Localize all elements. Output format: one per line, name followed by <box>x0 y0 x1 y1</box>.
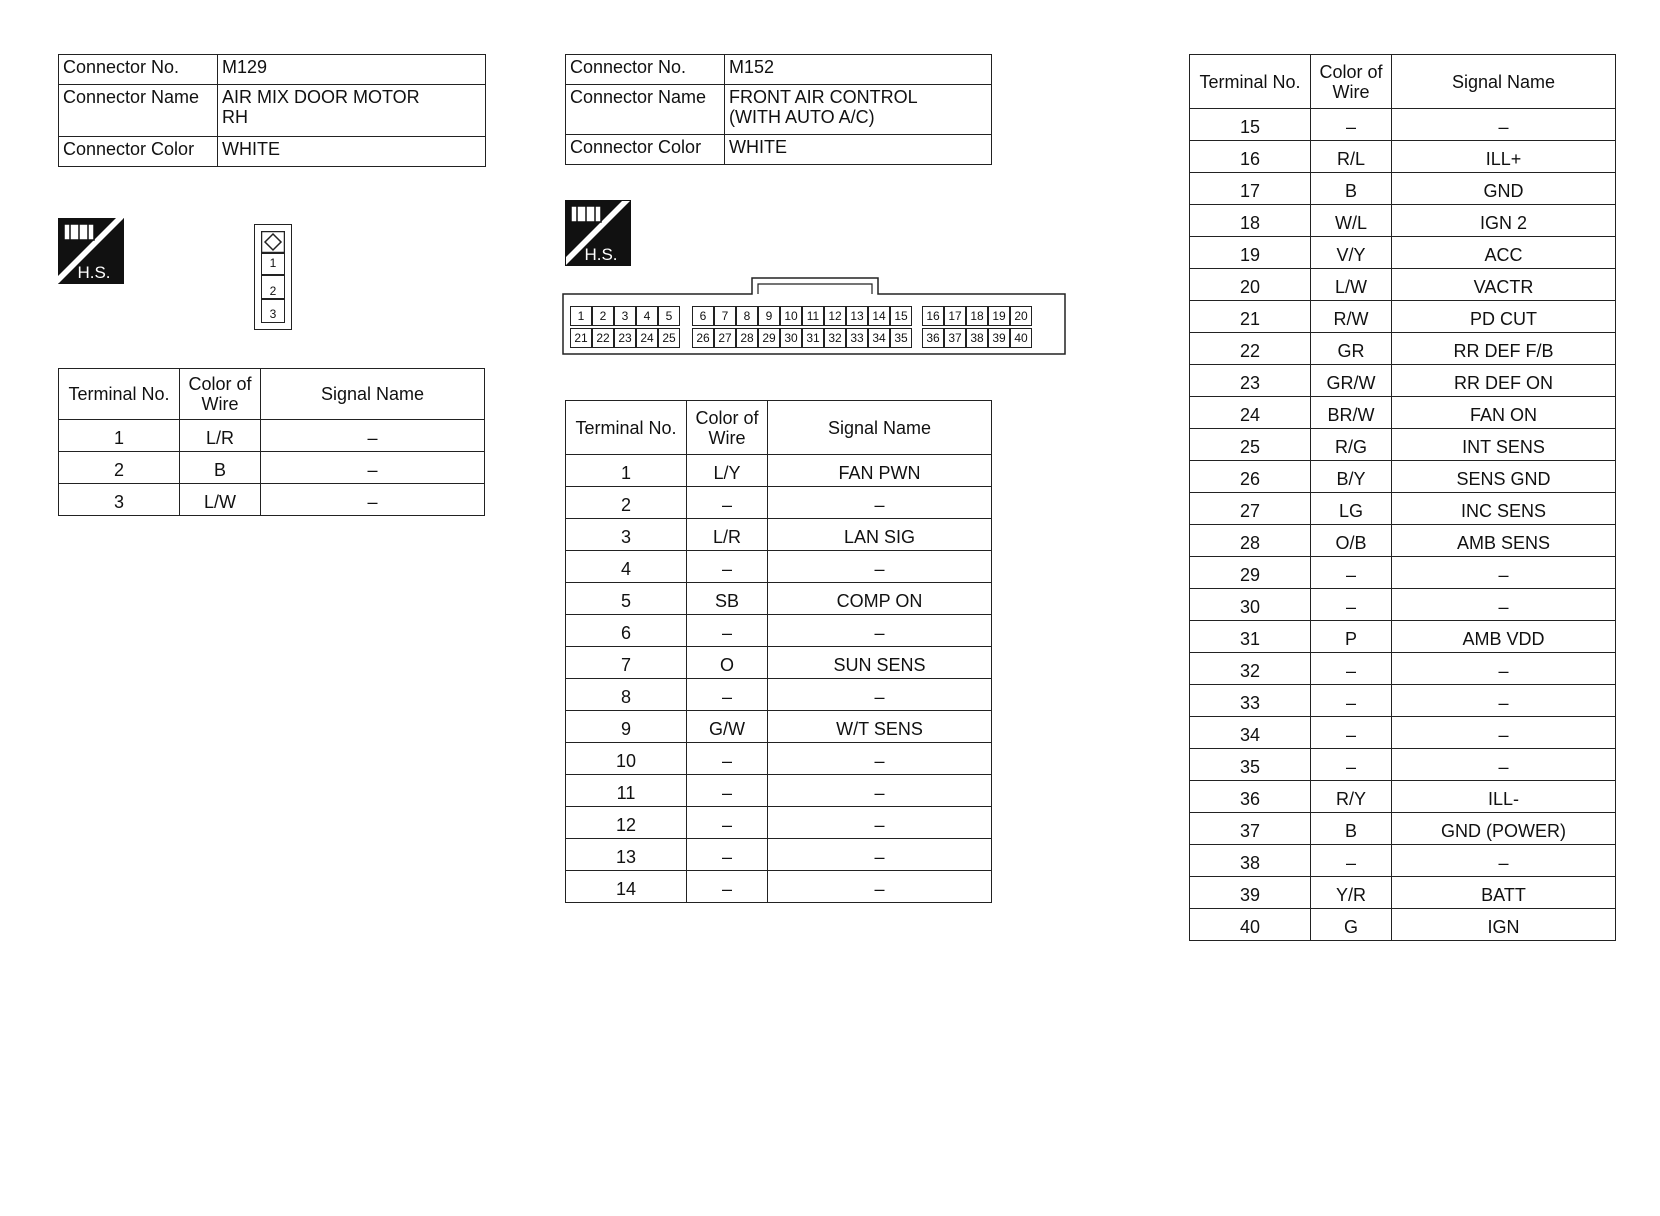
connector-pin: 25 <box>658 328 680 348</box>
connector-pin: 38 <box>966 328 988 348</box>
terminal-cell: 35 <box>1190 749 1311 781</box>
harness-side-icon <box>565 200 631 266</box>
wire-color-cell: L/W <box>180 484 261 516</box>
terminal-cell: 40 <box>1190 909 1311 941</box>
m152-connector-face <box>562 276 1066 356</box>
m129-connector-face <box>254 224 292 330</box>
terminal-cell: 3 <box>566 519 687 551</box>
connector-name-label: Connector Name <box>566 85 725 135</box>
connector-no-value: M129 <box>218 55 486 85</box>
wire-color-cell: LG <box>1311 493 1392 525</box>
terminal-cell: 34 <box>1190 717 1311 749</box>
terminal-cell: 2 <box>566 487 687 519</box>
connector-pin: 39 <box>988 328 1010 348</box>
table-row <box>1190 461 1616 493</box>
connector-name-value: FRONT AIR CONTROL (WITH AUTO A/C) <box>725 85 992 135</box>
signal-cell: – <box>1392 589 1616 621</box>
signal-cell: – <box>768 807 992 839</box>
wire-color-cell: O <box>687 647 768 679</box>
table-row <box>566 839 992 871</box>
connector-pin: 15 <box>890 306 912 326</box>
connector-pin: 13 <box>846 306 868 326</box>
signal-cell: INT SENS <box>1392 429 1616 461</box>
table-row <box>1190 749 1616 781</box>
table-row <box>566 807 992 839</box>
terminal-cell: 39 <box>1190 877 1311 909</box>
wire-color-cell: L/R <box>687 519 768 551</box>
terminal-cell: 3 <box>59 484 180 516</box>
connector-no-label: Connector No. <box>566 55 725 85</box>
connector-color-label: Connector Color <box>59 137 218 167</box>
terminal-cell: 28 <box>1190 525 1311 557</box>
terminal-cell: 4 <box>566 551 687 583</box>
signal-cell: PD CUT <box>1392 301 1616 333</box>
m129-terminal-table <box>58 368 485 516</box>
wire-color-cell: V/Y <box>1311 237 1392 269</box>
pin-1: 1 <box>261 253 285 275</box>
table-row <box>1190 717 1616 749</box>
connector-pin: 18 <box>966 306 988 326</box>
terminal-cell: 6 <box>566 615 687 647</box>
table-row <box>1190 205 1616 237</box>
table-row <box>1190 589 1616 621</box>
connector-pin: 2 <box>592 306 614 326</box>
connector-no-value: M152 <box>725 55 992 85</box>
signal-cell: VACTR <box>1392 269 1616 301</box>
signal-name-header: Signal Name <box>261 369 485 420</box>
wire-color-cell: – <box>687 839 768 871</box>
signal-cell: ILL+ <box>1392 141 1616 173</box>
terminal-cell: 9 <box>566 711 687 743</box>
table-body <box>1190 109 1616 941</box>
terminal-cell: 1 <box>59 420 180 452</box>
signal-cell: RR DEF F/B <box>1392 333 1616 365</box>
table-row <box>1190 429 1616 461</box>
terminal-cell: 25 <box>1190 429 1311 461</box>
table-row <box>566 775 992 807</box>
wire-color-cell: R/W <box>1311 301 1392 333</box>
table-row <box>59 452 485 484</box>
table-row <box>566 487 992 519</box>
signal-cell: – <box>768 551 992 583</box>
wire-color-cell: B <box>1311 173 1392 205</box>
signal-name-header: Signal Name <box>768 401 992 455</box>
signal-cell: ILL- <box>1392 781 1616 813</box>
connector-pin: 32 <box>824 328 846 348</box>
wire-color-header: Color of Wire <box>687 401 768 455</box>
table-row <box>1190 685 1616 717</box>
terminal-cell: 17 <box>1190 173 1311 205</box>
table-row <box>1190 365 1616 397</box>
wire-color-cell: – <box>687 775 768 807</box>
signal-cell: FAN PWN <box>768 455 992 487</box>
wire-color-cell: G <box>1311 909 1392 941</box>
connector-pin: 24 <box>636 328 658 348</box>
connector-pin: 31 <box>802 328 824 348</box>
terminal-cell: 2 <box>59 452 180 484</box>
connector-pin: 9 <box>758 306 780 326</box>
terminal-cell: 8 <box>566 679 687 711</box>
wire-color-cell: – <box>687 807 768 839</box>
connector-pin: 12 <box>824 306 846 326</box>
wire-color-cell: – <box>687 679 768 711</box>
connector-pin: 28 <box>736 328 758 348</box>
wire-color-cell: W/L <box>1311 205 1392 237</box>
m152-terminal-table-1 <box>565 400 992 903</box>
signal-cell: SENS GND <box>1392 461 1616 493</box>
connector-pin: 30 <box>780 328 802 348</box>
connector-pin: 35 <box>890 328 912 348</box>
signal-cell: – <box>768 679 992 711</box>
terminal-cell: 5 <box>566 583 687 615</box>
table-row <box>59 420 485 452</box>
connector-pin: 11 <box>802 306 824 326</box>
wire-color-cell: BR/W <box>1311 397 1392 429</box>
table-row <box>1190 525 1616 557</box>
signal-cell: AMB SENS <box>1392 525 1616 557</box>
m129-connector-info-table <box>58 54 486 167</box>
terminal-cell: 20 <box>1190 269 1311 301</box>
terminal-cell: 12 <box>566 807 687 839</box>
terminal-cell: 22 <box>1190 333 1311 365</box>
terminal-cell: 33 <box>1190 685 1311 717</box>
connector-pin: 21 <box>570 328 592 348</box>
signal-cell: BATT <box>1392 877 1616 909</box>
connector-pin: 40 <box>1010 328 1032 348</box>
hs-label: H.S. <box>77 263 111 282</box>
wire-color-cell: GR <box>1311 333 1392 365</box>
table-row <box>1190 845 1616 877</box>
table-row <box>566 743 992 775</box>
signal-cell: W/T SENS <box>768 711 992 743</box>
table-row <box>1190 493 1616 525</box>
connector-pin: 22 <box>592 328 614 348</box>
terminal-cell: 14 <box>566 871 687 903</box>
terminal-cell: 13 <box>566 839 687 871</box>
signal-cell: – <box>1392 653 1616 685</box>
signal-cell: IGN <box>1392 909 1616 941</box>
table-row <box>1190 909 1616 941</box>
connector-color-label: Connector Color <box>566 135 725 165</box>
table-row <box>1190 557 1616 589</box>
pin-3: 3 <box>261 299 285 323</box>
signal-cell: – <box>1392 717 1616 749</box>
terminal-cell: 26 <box>1190 461 1311 493</box>
signal-name-header: Signal Name <box>1392 55 1616 109</box>
connector-pin: 20 <box>1010 306 1032 326</box>
signal-cell: GND (POWER) <box>1392 813 1616 845</box>
wire-color-cell: R/G <box>1311 429 1392 461</box>
table-row <box>566 679 992 711</box>
terminal-cell: 38 <box>1190 845 1311 877</box>
signal-cell: RR DEF ON <box>1392 365 1616 397</box>
wire-color-cell: – <box>1311 557 1392 589</box>
connector-pin: 1 <box>570 306 592 326</box>
signal-cell: – <box>1392 685 1616 717</box>
wire-color-cell: GR/W <box>1311 365 1392 397</box>
terminal-cell: 31 <box>1190 621 1311 653</box>
table-row <box>1190 653 1616 685</box>
connector-pin: 19 <box>988 306 1010 326</box>
table-row <box>1190 621 1616 653</box>
table-row <box>566 551 992 583</box>
signal-cell: – <box>1392 557 1616 589</box>
terminal-cell: 15 <box>1190 109 1311 141</box>
wire-color-cell: P <box>1311 621 1392 653</box>
terminal-cell: 27 <box>1190 493 1311 525</box>
table-row <box>1190 813 1616 845</box>
table-row <box>1190 333 1616 365</box>
table-row <box>1190 269 1616 301</box>
wire-color-cell: B <box>1311 813 1392 845</box>
terminal-cell: 32 <box>1190 653 1311 685</box>
connector-pin: 17 <box>944 306 966 326</box>
terminal-cell: 30 <box>1190 589 1311 621</box>
signal-cell: – <box>1392 109 1616 141</box>
table-row <box>1190 301 1616 333</box>
connector-pin: 23 <box>614 328 636 348</box>
signal-cell: – <box>768 743 992 775</box>
terminal-cell: 1 <box>566 455 687 487</box>
signal-cell: FAN ON <box>1392 397 1616 429</box>
connector-pin: 34 <box>868 328 890 348</box>
signal-cell: ACC <box>1392 237 1616 269</box>
table-row <box>566 871 992 903</box>
table-row <box>566 519 992 551</box>
table-row <box>1190 173 1616 205</box>
connector-name-value: AIR MIX DOOR MOTOR RH <box>218 85 486 137</box>
connector-pin: 33 <box>846 328 868 348</box>
table-row <box>566 711 992 743</box>
hs-label: H.S. <box>584 245 618 264</box>
terminal-cell: 16 <box>1190 141 1311 173</box>
signal-cell: – <box>261 484 485 516</box>
terminal-cell: 11 <box>566 775 687 807</box>
signal-cell: SUN SENS <box>768 647 992 679</box>
signal-cell: AMB VDD <box>1392 621 1616 653</box>
connector-pin: 6 <box>692 306 714 326</box>
connector-pin: 27 <box>714 328 736 348</box>
wire-color-cell: Y/R <box>1311 877 1392 909</box>
wire-color-cell: L/W <box>1311 269 1392 301</box>
terminal-cell: 23 <box>1190 365 1311 397</box>
connector-no-label: Connector No. <box>59 55 218 85</box>
terminal-cell: 18 <box>1190 205 1311 237</box>
terminal-cell: 29 <box>1190 557 1311 589</box>
wire-color-cell: – <box>687 551 768 583</box>
wire-color-cell: – <box>1311 717 1392 749</box>
connector-pin: 26 <box>692 328 714 348</box>
wire-color-cell: L/R <box>180 420 261 452</box>
signal-cell: – <box>768 871 992 903</box>
terminal-cell: 7 <box>566 647 687 679</box>
signal-cell: – <box>1392 845 1616 877</box>
connector-color-value: WHITE <box>218 137 486 167</box>
table-row <box>566 647 992 679</box>
terminal-no-header: Terminal No. <box>59 369 180 420</box>
wire-color-cell: – <box>1311 749 1392 781</box>
wire-color-cell: L/Y <box>687 455 768 487</box>
table-row <box>1190 877 1616 909</box>
table-row <box>566 455 992 487</box>
connector-pin: 10 <box>780 306 802 326</box>
signal-cell: IGN 2 <box>1392 205 1616 237</box>
terminal-cell: 21 <box>1190 301 1311 333</box>
connector-pin: 29 <box>758 328 780 348</box>
connector-pin: 4 <box>636 306 658 326</box>
table-row <box>1190 397 1616 429</box>
terminal-cell: 37 <box>1190 813 1311 845</box>
connector-pin: 36 <box>922 328 944 348</box>
pin-2: 2 <box>261 275 285 299</box>
signal-cell: – <box>261 420 485 452</box>
wire-color-cell: – <box>687 487 768 519</box>
harness-side-icon <box>58 218 124 284</box>
wire-color-cell: – <box>1311 845 1392 877</box>
terminal-cell: 24 <box>1190 397 1311 429</box>
wire-color-cell: R/L <box>1311 141 1392 173</box>
wire-color-cell: O/B <box>1311 525 1392 557</box>
connector-pin: 37 <box>944 328 966 348</box>
signal-cell: – <box>768 775 992 807</box>
m152-terminal-table-2 <box>1189 54 1616 941</box>
wire-color-cell: – <box>1311 685 1392 717</box>
signal-cell: LAN SIG <box>768 519 992 551</box>
signal-cell: – <box>1392 749 1616 781</box>
connector-name-label: Connector Name <box>59 85 218 137</box>
terminal-cell: 36 <box>1190 781 1311 813</box>
wire-color-header: Color of Wire <box>1311 55 1392 109</box>
signal-cell: GND <box>1392 173 1616 205</box>
wire-color-cell: B/Y <box>1311 461 1392 493</box>
wire-color-cell: R/Y <box>1311 781 1392 813</box>
wire-color-cell: – <box>687 743 768 775</box>
table-row <box>1190 141 1616 173</box>
terminal-cell: 10 <box>566 743 687 775</box>
wire-color-cell: – <box>687 871 768 903</box>
table-row <box>59 484 485 516</box>
connector-pin: 8 <box>736 306 758 326</box>
connector-pin: 3 <box>614 306 636 326</box>
key-diamond-icon <box>261 231 285 253</box>
terminal-no-header: Terminal No. <box>566 401 687 455</box>
connector-pin: 5 <box>658 306 680 326</box>
connector-color-value: WHITE <box>725 135 992 165</box>
terminal-cell: 19 <box>1190 237 1311 269</box>
wire-color-cell: – <box>1311 589 1392 621</box>
wire-color-header: Color of Wire <box>180 369 261 420</box>
signal-cell: – <box>261 452 485 484</box>
table-row <box>566 583 992 615</box>
connector-pin: 14 <box>868 306 890 326</box>
wire-color-cell: G/W <box>687 711 768 743</box>
connector-pin: 7 <box>714 306 736 326</box>
signal-cell: COMP ON <box>768 583 992 615</box>
wire-color-cell: – <box>1311 109 1392 141</box>
wire-color-cell: SB <box>687 583 768 615</box>
m152-connector-info-table <box>565 54 992 165</box>
signal-cell: INC SENS <box>1392 493 1616 525</box>
signal-cell: – <box>768 839 992 871</box>
wire-color-cell: – <box>1311 653 1392 685</box>
signal-cell: – <box>768 615 992 647</box>
connector-pin: 16 <box>922 306 944 326</box>
wire-color-cell: B <box>180 452 261 484</box>
wire-color-cell: – <box>687 615 768 647</box>
table-row <box>1190 781 1616 813</box>
table-row <box>1190 109 1616 141</box>
table-row <box>566 615 992 647</box>
terminal-no-header: Terminal No. <box>1190 55 1311 109</box>
signal-cell: – <box>768 487 992 519</box>
table-body <box>566 455 992 903</box>
table-row <box>1190 237 1616 269</box>
